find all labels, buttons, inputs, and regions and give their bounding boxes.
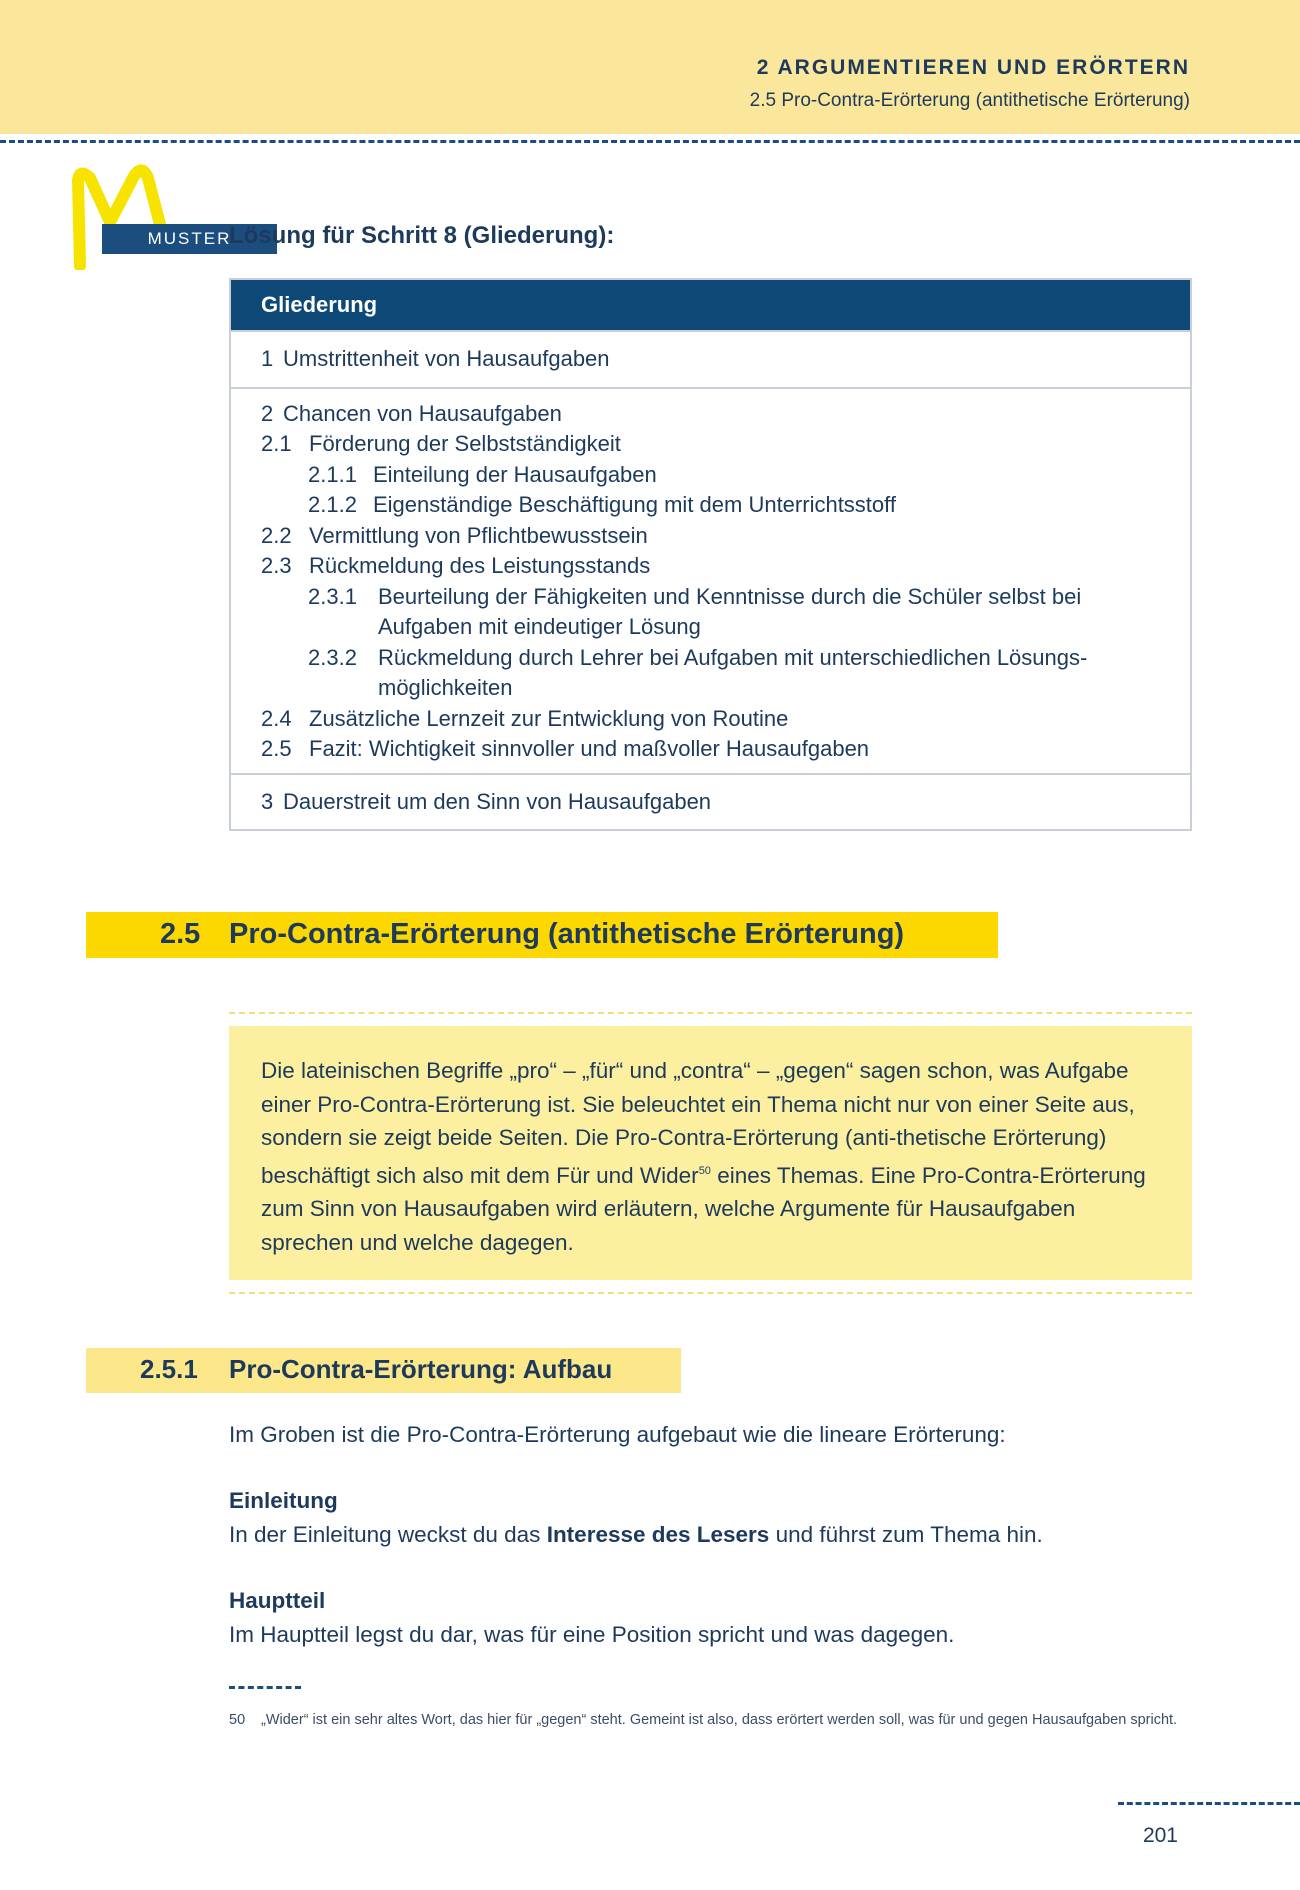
einleitung-text: In der Einleitung weckst du das bbox=[229, 1522, 547, 1547]
outline-item-number: 2.3 bbox=[261, 553, 292, 578]
outline-row-main bbox=[231, 387, 1190, 773]
outline-item-text: Einteilung der Hausaufgaben bbox=[373, 461, 657, 487]
outline-item-number: 2.3.2 bbox=[308, 644, 357, 670]
outline-item-text: Rückmeldung des Leistungsstands bbox=[309, 553, 651, 578]
muster-logo bbox=[72, 160, 232, 270]
outline-item-text: Förderung der Selbstständigkeit bbox=[309, 431, 621, 456]
outline-item-text: Vermittlung von Pflichtbewusstsein bbox=[309, 522, 648, 548]
outline-item-number: 2.1 bbox=[261, 431, 292, 456]
outline-item-text: Chancen von Hausaufgaben bbox=[283, 400, 562, 426]
header-divider bbox=[0, 140, 1300, 143]
outline-item-text: Dauerstreit um den Sinn von Hausaufgaben bbox=[283, 788, 712, 814]
page-header bbox=[0, 0, 1300, 134]
outline-item-number: 2.2 bbox=[261, 522, 292, 548]
outline-item-text: Zusätzliche Lernzeit zur Entwicklung von Routine bbox=[309, 705, 789, 731]
subsection-number: 2.5.1 bbox=[140, 1354, 198, 1384]
outline-item-number: 2.3.1 bbox=[308, 583, 357, 609]
outline-item-number: 3 bbox=[261, 788, 274, 814]
outline-item bbox=[261, 344, 1160, 375]
outline-item-number: 2.1.2 bbox=[308, 492, 357, 517]
footnote-text: „Wider“ ist ein sehr altes Wort, das hier für „gegen“ steht. Gemeint ist also, dass erörtert werden soll, was für und gegen Hausaufgaben spricht. bbox=[261, 1712, 1178, 1728]
info-box-top-divider bbox=[229, 1012, 1192, 1014]
info-box-bottom-divider bbox=[229, 1292, 1192, 1294]
outline-item bbox=[261, 429, 1160, 460]
subsection-title: Pro-Contra-Erörterung: Aufbau bbox=[229, 1354, 613, 1384]
section-subtitle: 2.5 Pro-Contra-Erörterung (antithetische Erörterung) bbox=[749, 90, 1190, 111]
outline-item-number: 1 bbox=[261, 346, 274, 371]
outline-item-text: Fazit: Wichtigkeit sinnvoller und maßvoller Hausaufgaben bbox=[309, 736, 870, 761]
einleitung-paragraph bbox=[229, 1522, 1043, 1548]
footnote-divider bbox=[229, 1686, 301, 1689]
outline-item bbox=[261, 521, 1160, 552]
hauptteil-paragraph: Im Hauptteil legst du dar, was für eine Position spricht und was dagegen. bbox=[229, 1622, 955, 1647]
einleitung-text-end: und führst zum Thema hin. bbox=[769, 1522, 1043, 1547]
muster-badge: MUSTER bbox=[102, 224, 277, 254]
outline-item bbox=[261, 643, 1160, 704]
outline-item bbox=[261, 460, 1160, 491]
outline-item bbox=[261, 551, 1160, 582]
section-number: 2.5 bbox=[160, 918, 201, 950]
outline-item bbox=[261, 734, 1160, 765]
solution-title: Lösung für Schritt 8 (Gliederung): bbox=[229, 222, 615, 249]
intro-paragraph: Im Groben ist die Pro-Contra-Erörterung aufgebaut wie die lineare Erörterung: bbox=[229, 1422, 1006, 1447]
outline-item-number: 2 bbox=[261, 400, 274, 426]
page-number-divider bbox=[1118, 1802, 1300, 1805]
page-number: 201 bbox=[1142, 1824, 1178, 1847]
outline-item bbox=[261, 490, 1160, 521]
footnote-number: 50 bbox=[229, 1712, 246, 1728]
outline-item-text: Beurteilung der Fähigkeiten und Kenntnisse durch die Schüler selbst bei Aufgaben mit eindeutiger Lösung bbox=[378, 583, 1082, 639]
info-text-continued: eines Themas. Eine Pro-Contra-Erörterung zum Sinn von Hausaufgaben wird erläutern, welche Argumente für Hausaufgaben sprechen und welche dagegen. bbox=[261, 1162, 1146, 1255]
section-title: Pro-Contra-Erörterung (antithetische Erörterung) bbox=[229, 918, 905, 950]
einleitung-heading: Einleitung bbox=[229, 1488, 338, 1513]
footnote-reference: 50 bbox=[698, 1164, 711, 1177]
outline-heading: Gliederung bbox=[231, 280, 1190, 330]
info-box bbox=[229, 1026, 1192, 1280]
chapter-title: 2 ARGUMENTIEREN UND ERÖRTERN bbox=[756, 56, 1190, 79]
outline-item-number: 2.5 bbox=[261, 736, 292, 761]
outline-item bbox=[261, 704, 1160, 735]
outline-item-number: 2.1.1 bbox=[308, 461, 357, 487]
outline-row-conclusion bbox=[231, 773, 1190, 830]
outline-item-text: Rückmeldung durch Lehrer bei Aufgaben mit unterschiedlichen Lösungs-möglichkeiten bbox=[378, 644, 1088, 700]
einleitung-emphasis: Interesse des Lesers bbox=[546, 1522, 770, 1547]
hauptteil-heading: Hauptteil bbox=[229, 1588, 326, 1613]
outline-row-intro bbox=[231, 330, 1190, 387]
outline-table bbox=[229, 278, 1192, 831]
info-text: Die lateinischen Begriffe „pro“ – „für“ und „contra“ – „gegen“ sagen schon, was Aufgabe einer Pro-Contra-Erörterung ist. Sie beleuchtet ein Thema nicht nur von einer Seite aus, sondern sie zeigt beide Seiten. Die Pro-Contra-Erörterung (anti-thetische Erörterung) beschäftigt sich also mit dem Für und Wider bbox=[261, 1058, 1135, 1188]
outline-item bbox=[261, 787, 1160, 818]
outline-item-text: Eigenständige Beschäftigung mit dem Unterrichtsstoff bbox=[373, 492, 896, 517]
outline-item-number: 2.4 bbox=[261, 705, 292, 731]
footnote bbox=[229, 1710, 1192, 1731]
outline-item bbox=[261, 399, 1160, 430]
outline-item-text: Umstrittenheit von Hausaufgaben bbox=[283, 346, 610, 371]
outline-item bbox=[261, 582, 1160, 643]
